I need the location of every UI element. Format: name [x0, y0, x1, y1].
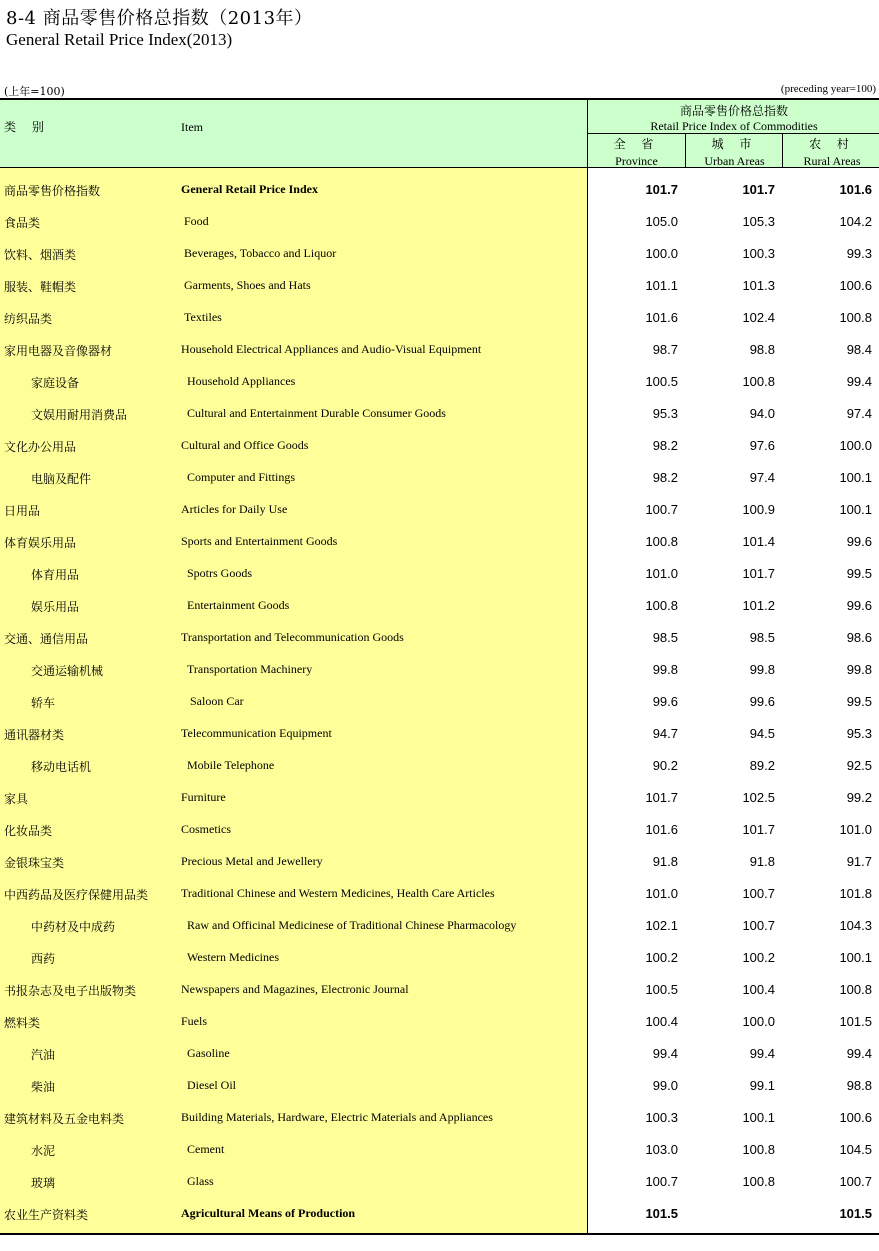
rural-value: 98.8: [846, 1078, 872, 1093]
rural-value: 104.5: [839, 1142, 872, 1157]
header-col-province: [588, 133, 685, 167]
table-row: [0, 232, 879, 264]
table-row: [0, 776, 879, 808]
table-row: [0, 808, 879, 840]
urban-value: 91.8: [749, 854, 775, 869]
table-row: [0, 616, 879, 648]
table-row: [0, 168, 879, 200]
province-value: 100.4: [645, 1014, 678, 1029]
province-value: 99.4: [652, 1046, 678, 1061]
row-item-en: Raw and Officinal Medicinese of Traditional Chinese Pharmacology: [187, 918, 517, 932]
province-value: 99.0: [652, 1078, 678, 1093]
row-item-en: Articles for Daily Use: [181, 502, 288, 516]
rural-value: 99.4: [846, 374, 872, 389]
table-row: [0, 648, 879, 680]
rural-value: 100.1: [839, 950, 872, 965]
province-value: 103.0: [645, 1142, 678, 1157]
row-category-cn: 化妆品类: [4, 824, 53, 838]
urban-value: 94.5: [749, 726, 775, 741]
province-value: 101.6: [645, 822, 678, 837]
province-value: 100.2: [645, 950, 678, 965]
table-row: [0, 328, 879, 360]
urban-value: 102.5: [742, 790, 775, 805]
row-category-cn: 家具: [4, 792, 29, 806]
rural-value: 104.2: [839, 214, 872, 229]
table-row: [0, 584, 879, 616]
header-col-en: Rural Areas: [803, 154, 861, 168]
province-value: 102.1: [645, 918, 678, 933]
row-category-cn: 交通运输机械: [31, 664, 104, 678]
row-category-cn: 体育娱乐用品: [4, 536, 77, 550]
rural-value: 100.6: [839, 278, 872, 293]
rural-value: 99.3: [846, 246, 872, 261]
row-item-en: Cement: [187, 1142, 225, 1156]
row-category-cn: 日用品: [4, 504, 41, 518]
table-row: [0, 296, 879, 328]
row-category-cn: 中药材及中成药: [31, 920, 116, 934]
province-value: 101.0: [645, 886, 678, 901]
rural-value: 91.7: [846, 854, 872, 869]
table-row: [0, 1096, 879, 1128]
rural-value: 104.3: [839, 918, 872, 933]
urban-value: 100.7: [742, 918, 775, 933]
province-value: 100.8: [645, 598, 678, 613]
row-item-en: Transportation Machinery: [187, 662, 313, 676]
table-row: [0, 1032, 879, 1064]
urban-value: 100.4: [742, 982, 775, 997]
table-row: [0, 200, 879, 232]
rural-value: 101.6: [839, 182, 872, 197]
urban-value: 101.7: [742, 566, 775, 581]
row-category-cn: 电脑及配件: [31, 472, 92, 486]
row-category-cn: 燃料类: [4, 1016, 41, 1030]
row-item-en: Building Materials, Hardware, Electric Materials and Appliances: [181, 1110, 493, 1124]
row-category-cn: 建筑材料及五金电料类: [4, 1112, 125, 1126]
row-item-en: Spotrs Goods: [187, 566, 253, 580]
rural-value: 101.0: [839, 822, 872, 837]
urban-value: 100.3: [742, 246, 775, 261]
row-category-cn: 交通、通信用品: [4, 632, 89, 646]
header-col-cn: 城 市: [711, 137, 758, 151]
row-item-en: Telecommunication Equipment: [181, 726, 332, 740]
table-body: [0, 168, 879, 1233]
table-row: [0, 1160, 879, 1192]
row-item-en: Garments, Shoes and Hats: [184, 278, 311, 292]
table-row: [0, 456, 879, 488]
province-value: 105.0: [645, 214, 678, 229]
urban-value: 98.5: [749, 630, 775, 645]
row-item-en: Household Electrical Appliances and Audio-Visual Equipment: [181, 342, 482, 356]
table-row: [0, 968, 879, 1000]
header-col-en: Province: [615, 154, 658, 168]
urban-value: 101.7: [742, 182, 775, 197]
header-col-en: Urban Areas: [704, 154, 765, 168]
table-row: [0, 1000, 879, 1032]
urban-value: 101.7: [742, 822, 775, 837]
table-row: [0, 872, 879, 904]
urban-value: 100.1: [742, 1110, 775, 1125]
urban-value: 100.2: [742, 950, 775, 965]
province-value: 100.7: [645, 1174, 678, 1189]
row-item-en: Saloon Car: [190, 694, 244, 708]
rural-value: 99.5: [846, 694, 872, 709]
urban-value: 100.9: [742, 502, 775, 517]
table-row: [0, 1064, 879, 1096]
header-col-cn: 农 村: [809, 137, 855, 151]
row-item-en: Cosmetics: [181, 822, 231, 836]
table-row: [0, 424, 879, 456]
header-category: 类 别: [4, 120, 50, 134]
rural-value: 101.5: [839, 1014, 872, 1029]
rural-value: 99.6: [846, 598, 872, 613]
rural-value: 100.0: [839, 438, 872, 453]
rural-value: 100.8: [839, 982, 872, 997]
urban-value: 97.4: [749, 470, 775, 485]
row-item-en: Food: [184, 214, 209, 228]
row-item-en: Fuels: [181, 1014, 208, 1028]
province-value: 101.5: [645, 1206, 678, 1221]
province-value: 101.1: [645, 278, 678, 293]
row-category-cn: 中西药品及医疗保健用品类: [4, 888, 149, 902]
province-value: 90.2: [652, 758, 678, 773]
header-index-title-cn: 商品零售价格总指数: [679, 104, 788, 118]
province-value: 95.3: [652, 406, 678, 421]
row-item-en: Gasoline: [187, 1046, 230, 1060]
rural-value: 100.1: [839, 470, 872, 485]
province-value: 99.8: [652, 662, 678, 677]
row-item-en: Beverages, Tobacco and Liquor: [184, 246, 337, 260]
row-category-cn: 移动电话机: [31, 760, 92, 774]
rural-value: 98.6: [846, 630, 872, 645]
row-category-cn: 柴油: [31, 1080, 56, 1094]
row-category-cn: 轿车: [31, 696, 56, 710]
row-item-en: Transportation and Telecommunication Goods: [181, 630, 404, 644]
row-category-cn: 玻璃: [31, 1176, 56, 1190]
rural-value: 99.5: [846, 566, 872, 581]
province-value: 98.5: [652, 630, 678, 645]
province-value: 91.8: [652, 854, 678, 869]
province-value: 98.7: [652, 342, 678, 357]
row-category-cn: 水泥: [31, 1144, 56, 1158]
rural-value: 99.2: [846, 790, 872, 805]
row-category-cn: 西药: [31, 952, 56, 966]
province-value: 99.6: [652, 694, 678, 709]
row-category-cn: 文化办公用品: [4, 440, 77, 454]
table-row: [0, 520, 879, 552]
province-value: 101.7: [645, 790, 678, 805]
row-item-en: Computer and Fittings: [187, 470, 295, 484]
province-value: 98.2: [652, 438, 678, 453]
page-title-cn: 8-4 商品零售价格总指数（2013年）: [6, 8, 313, 29]
province-value: 100.3: [645, 1110, 678, 1125]
row-category-cn: 娱乐用品: [31, 600, 80, 614]
rural-value: 101.8: [839, 886, 872, 901]
table-row: [0, 264, 879, 296]
row-category-cn: 体育用品: [31, 568, 80, 582]
urban-value: 100.8: [742, 1174, 775, 1189]
header-index-group: [587, 100, 879, 167]
row-category-cn: 食品类: [4, 216, 41, 230]
row-item-en: Mobile Telephone: [187, 758, 275, 772]
urban-value: 99.8: [749, 662, 775, 677]
row-category-cn: 商品零售价格指数: [4, 184, 101, 198]
table-row: [0, 552, 879, 584]
urban-value: 99.1: [749, 1078, 775, 1093]
row-category-cn: 家庭设备: [31, 376, 80, 390]
row-item-en: Cultural and Entertainment Durable Consumer Goods: [187, 406, 446, 420]
table-row: [0, 1192, 879, 1224]
row-category-cn: 文娱用耐用消费品: [31, 408, 128, 422]
urban-value: 101.2: [742, 598, 775, 613]
header-col-rural: [782, 133, 879, 167]
row-category-cn: 通讯器材类: [4, 728, 65, 742]
table-row: [0, 488, 879, 520]
province-value: 100.5: [645, 982, 678, 997]
table-row: [0, 360, 879, 392]
row-item-en: Sports and Entertainment Goods: [181, 534, 338, 548]
row-category-cn: 家用电器及音像器材: [4, 344, 113, 358]
table-row: [0, 840, 879, 872]
province-value: 100.5: [645, 374, 678, 389]
row-item-en: Western Medicines: [187, 950, 280, 964]
row-item-en: Furniture: [181, 790, 226, 804]
province-value: 100.8: [645, 534, 678, 549]
row-category-cn: 服装、鞋帽类: [4, 280, 77, 294]
province-value: 101.0: [645, 566, 678, 581]
row-category-cn: 金银珠宝类: [4, 856, 65, 870]
rural-value: 98.4: [846, 342, 872, 357]
header-item: Item: [181, 120, 203, 134]
province-value: 100.7: [645, 502, 678, 517]
rural-value: 100.7: [839, 1174, 872, 1189]
urban-value: 100.8: [742, 1142, 775, 1157]
table-row: [0, 1128, 879, 1160]
table-bottom-rule: [0, 1233, 879, 1235]
header-col-urban: [685, 133, 783, 167]
rural-value: 99.6: [846, 534, 872, 549]
province-value: 101.7: [645, 182, 678, 197]
table-row: [0, 712, 879, 744]
table-row: [0, 680, 879, 712]
row-category-cn: 纺织品类: [4, 312, 53, 326]
urban-value: 101.3: [742, 278, 775, 293]
province-value: 94.7: [652, 726, 678, 741]
row-category-cn: 汽油: [31, 1048, 56, 1062]
row-category-cn: 饮料、烟酒类: [4, 248, 77, 262]
table-header: [0, 100, 879, 168]
urban-value: 101.4: [742, 534, 775, 549]
rural-value: 99.8: [846, 662, 872, 677]
row-item-en: Household Appliances: [187, 374, 296, 388]
urban-value: 105.3: [742, 214, 775, 229]
unit-note-cn: (上年=100): [4, 85, 65, 98]
urban-value: 97.6: [749, 438, 775, 453]
table-row: [0, 904, 879, 936]
urban-value: 100.7: [742, 886, 775, 901]
row-item-en: Newspapers and Magazines, Electronic Journal: [181, 982, 409, 996]
table-row: [0, 392, 879, 424]
urban-value: 94.0: [749, 406, 775, 421]
urban-value: 98.8: [749, 342, 775, 357]
row-item-en: Traditional Chinese and Western Medicines, Health Care Articles: [181, 886, 495, 900]
unit-note-en: (preceding year=100): [780, 83, 876, 95]
row-item-en: Textiles: [184, 310, 222, 324]
header-col-cn: 全 省: [613, 137, 660, 151]
rural-value: 95.3: [846, 726, 872, 741]
urban-value: 99.6: [749, 694, 775, 709]
province-value: 100.0: [645, 246, 678, 261]
province-value: 98.2: [652, 470, 678, 485]
urban-value: 102.4: [742, 310, 775, 325]
rural-value: 101.5: [839, 1206, 872, 1221]
table-row: [0, 744, 879, 776]
rural-value: 100.8: [839, 310, 872, 325]
rural-value: 92.5: [846, 758, 872, 773]
table-row: [0, 936, 879, 968]
urban-value: 89.2: [749, 758, 775, 773]
rural-value: 100.6: [839, 1110, 872, 1125]
rural-value: 99.4: [846, 1046, 872, 1061]
urban-value: 100.0: [742, 1014, 775, 1029]
page-title-en: General Retail Price Index(2013): [6, 30, 233, 49]
row-item-en: Diesel Oil: [187, 1078, 236, 1092]
rural-value: 100.1: [839, 502, 872, 517]
row-item-en: Glass: [187, 1174, 214, 1188]
header-index-title-en: Retail Price Index of Commodities: [650, 119, 818, 133]
row-item-en: Cultural and Office Goods: [181, 438, 309, 452]
row-item-en: Precious Metal and Jewellery: [181, 854, 323, 868]
rural-value: 97.4: [846, 406, 872, 421]
row-item-en: Agricultural Means of Production: [181, 1206, 356, 1220]
urban-value: 100.8: [742, 374, 775, 389]
province-value: 101.6: [645, 310, 678, 325]
row-item-en: Entertainment Goods: [187, 598, 290, 612]
urban-value: 99.4: [749, 1046, 775, 1061]
row-category-cn: 农业生产资料类: [4, 1208, 89, 1222]
row-category-cn: 书报杂志及电子出版物类: [4, 984, 137, 998]
row-item-en: General Retail Price Index: [181, 182, 318, 196]
